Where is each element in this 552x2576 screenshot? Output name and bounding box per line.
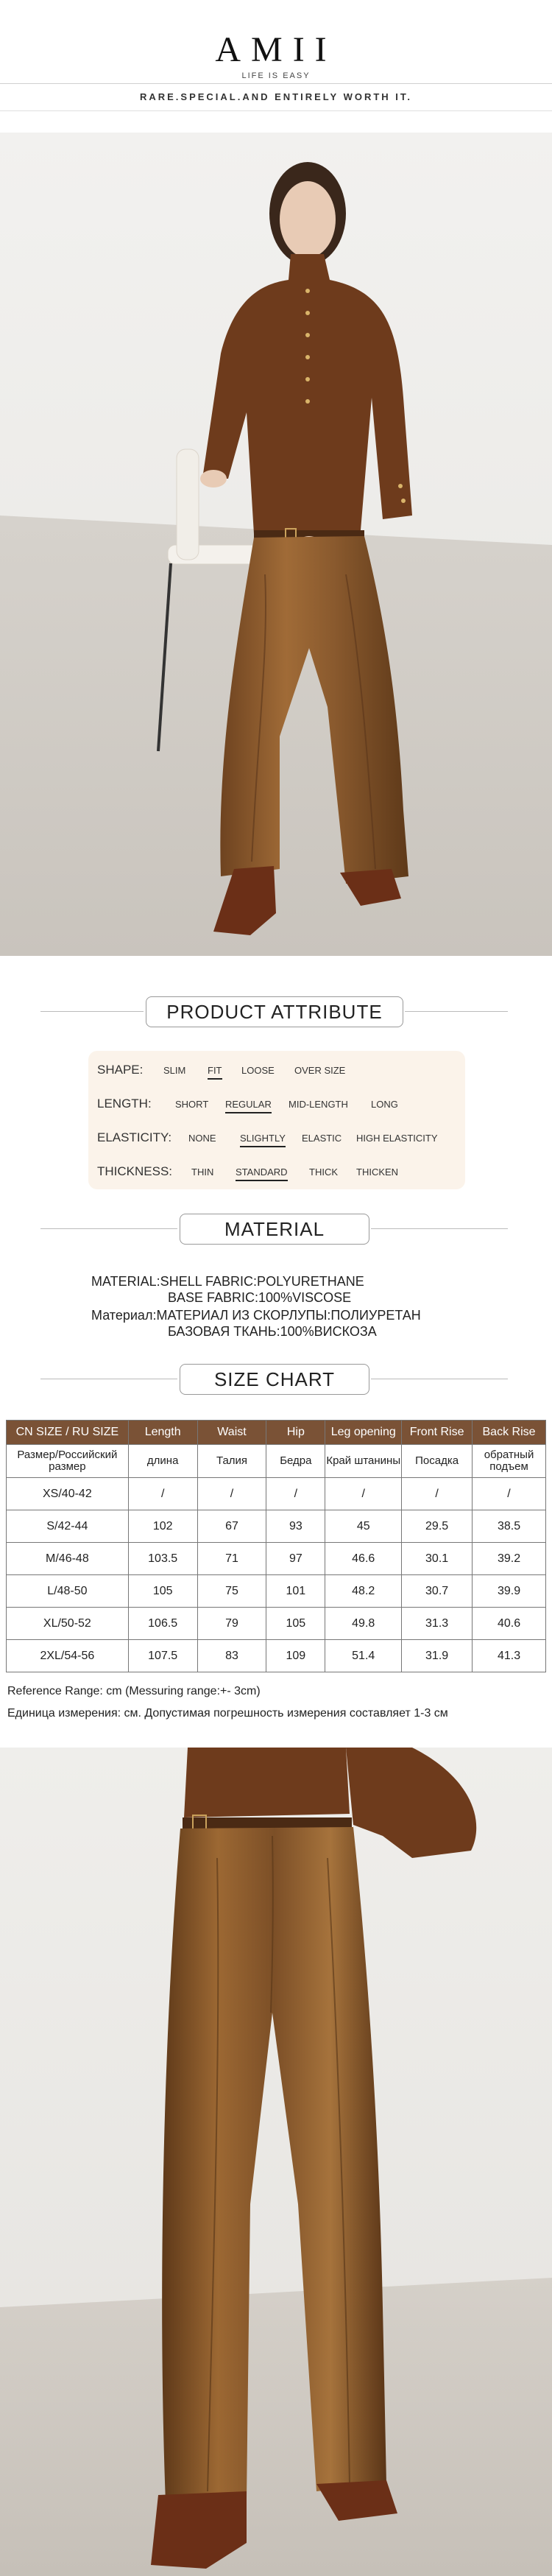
table-cell: / <box>197 1478 266 1510</box>
table-cell: 102 <box>128 1510 197 1543</box>
table-cell: 2XL/54-56 <box>7 1640 129 1672</box>
divider <box>371 1228 508 1229</box>
column-header-ru: Размер/Российский размер <box>7 1445 129 1478</box>
size-chart-table <box>6 1420 546 1672</box>
column-header-ru: Посадка <box>402 1445 473 1478</box>
table-cell: 101 <box>266 1575 325 1608</box>
table-cell: 109 <box>266 1640 325 1672</box>
table-cell: 40.6 <box>473 1608 546 1640</box>
table-cell: 38.5 <box>473 1510 546 1543</box>
attribute-panel <box>88 1051 465 1189</box>
table-row <box>7 1575 546 1608</box>
attribute-option-selected: STANDARD <box>236 1166 288 1178</box>
attribute-option-selected: SLIGHTLY <box>240 1133 286 1144</box>
table-cell: 75 <box>197 1575 266 1608</box>
product-photo-seated <box>0 133 552 956</box>
brand-header <box>0 0 552 125</box>
attribute-row-length <box>88 1092 465 1114</box>
table-cell: 45 <box>325 1510 402 1543</box>
divider <box>40 1011 144 1012</box>
brand-subtitle: LIFE IS EASY <box>241 71 311 80</box>
column-header: Front Rise <box>402 1421 473 1445</box>
table-cell: 30.1 <box>402 1543 473 1575</box>
attribute-row-thickness <box>88 1160 465 1182</box>
section-title: SIZE CHART <box>180 1364 369 1395</box>
table-cell: 107.5 <box>128 1640 197 1672</box>
attribute-option-selected: REGULAR <box>225 1099 272 1110</box>
table-cell: 31.9 <box>402 1640 473 1672</box>
table-cell: 31.3 <box>402 1608 473 1640</box>
attribute-option: SHORT <box>175 1099 209 1110</box>
table-header-row <box>7 1421 546 1445</box>
column-header: Length <box>128 1421 197 1445</box>
table-cell: 93 <box>266 1510 325 1543</box>
table-cell: 71 <box>197 1543 266 1575</box>
table-cell: 105 <box>266 1608 325 1640</box>
table-cell: 48.2 <box>325 1575 402 1608</box>
product-photo-closeup <box>0 1748 552 2576</box>
attribute-row-shape <box>88 1058 465 1080</box>
brand-tagline: RARE.SPECIAL.AND ENTIRELY WORTH IT. <box>139 91 413 102</box>
column-header-ru: длина <box>128 1445 197 1478</box>
table-row <box>7 1510 546 1543</box>
size-chart-heading <box>0 1364 552 1393</box>
attribute-option: THIN <box>191 1166 214 1178</box>
attribute-option: THICK <box>309 1166 338 1178</box>
table-cell: 41.3 <box>473 1640 546 1672</box>
divider <box>405 1011 508 1012</box>
column-header-ru: Талия <box>197 1445 266 1478</box>
reference-note-ru: Единица измерения: см. Допустимая погрешность измерения составляет 1-3 см <box>7 1707 448 1720</box>
table-cell: / <box>266 1478 325 1510</box>
table-cell: 105 <box>128 1575 197 1608</box>
table-row <box>7 1478 546 1510</box>
divider <box>0 110 552 111</box>
attribute-option: NONE <box>188 1133 216 1144</box>
attribute-option: MID-LENGTH <box>289 1099 348 1110</box>
attribute-label: LENGTH: <box>97 1097 152 1111</box>
material-heading <box>0 1214 552 1243</box>
table-cell: L/48-50 <box>7 1575 129 1608</box>
attribute-label: SHAPE: <box>97 1063 144 1077</box>
material-text: Материал:МАТЕРИАЛ ИЗ СКОРЛУПЫ:ПОЛИУРЕТАН <box>91 1308 421 1323</box>
divider <box>40 1228 177 1229</box>
column-header-ru: Бедра <box>266 1445 325 1478</box>
table-cell: 79 <box>197 1608 266 1640</box>
table-row <box>7 1608 546 1640</box>
brand-logo: AMII <box>215 30 337 69</box>
table-cell: S/42-44 <box>7 1510 129 1543</box>
attribute-option: ELASTIC <box>302 1133 342 1144</box>
column-header: CN SIZE / RU SIZE <box>7 1421 129 1445</box>
material-text: MATERIAL:SHELL FABRIC:POLYURETHANE <box>91 1274 364 1289</box>
attribute-option: HIGH ELASTICITY <box>356 1133 438 1144</box>
product-attribute-heading <box>0 996 552 1026</box>
attribute-row-elasticity <box>88 1126 465 1148</box>
table-cell: / <box>402 1478 473 1510</box>
attribute-option: OVER SIZE <box>294 1065 346 1076</box>
table-cell: 29.5 <box>402 1510 473 1543</box>
table-row <box>7 1543 546 1575</box>
column-header: Hip <box>266 1421 325 1445</box>
table-cell: 39.9 <box>473 1575 546 1608</box>
attribute-option: SLIM <box>163 1065 186 1076</box>
table-cell: / <box>128 1478 197 1510</box>
column-header: Leg opening <box>325 1421 402 1445</box>
material-text: BASE FABRIC:100%VISCOSE <box>168 1290 352 1305</box>
table-cell: / <box>325 1478 402 1510</box>
attribute-option: LONG <box>371 1099 398 1110</box>
table-cell: 39.2 <box>473 1543 546 1575</box>
table-cell: M/46-48 <box>7 1543 129 1575</box>
table-cell: 97 <box>266 1543 325 1575</box>
table-cell: 106.5 <box>128 1608 197 1640</box>
attribute-option-selected: FIT <box>208 1065 222 1076</box>
material-text: БАЗОВАЯ ТКАНЬ:100%ВИСКОЗА <box>168 1324 377 1339</box>
column-header: Back Rise <box>473 1421 546 1445</box>
table-cell: 49.8 <box>325 1608 402 1640</box>
table-cell: 103.5 <box>128 1543 197 1575</box>
table-cell: XL/50-52 <box>7 1608 129 1640</box>
table-cell: 46.6 <box>325 1543 402 1575</box>
divider <box>0 83 552 84</box>
column-header-ru: Край штанины <box>325 1445 402 1478</box>
attribute-option: THICKEN <box>356 1166 399 1178</box>
table-cell: 51.4 <box>325 1640 402 1672</box>
table-cell: XS/40-42 <box>7 1478 129 1510</box>
table-cell: 67 <box>197 1510 266 1543</box>
section-title: PRODUCT ATTRIBUTE <box>146 996 403 1027</box>
attribute-label: ELASTICITY: <box>97 1130 172 1144</box>
section-title: MATERIAL <box>180 1214 369 1245</box>
table-cell: 83 <box>197 1640 266 1672</box>
column-header-ru: обратный подъем <box>473 1445 546 1478</box>
attribute-option: LOOSE <box>241 1065 275 1076</box>
reference-note-en: Reference Range: cm (Messuring range:+- 3cm) <box>7 1685 261 1697</box>
attribute-label: THICKNESS: <box>97 1164 173 1178</box>
table-cell: 30.7 <box>402 1575 473 1608</box>
table-header-row-ru <box>7 1445 546 1478</box>
table-cell: / <box>473 1478 546 1510</box>
column-header: Waist <box>197 1421 266 1445</box>
table-row <box>7 1640 546 1672</box>
